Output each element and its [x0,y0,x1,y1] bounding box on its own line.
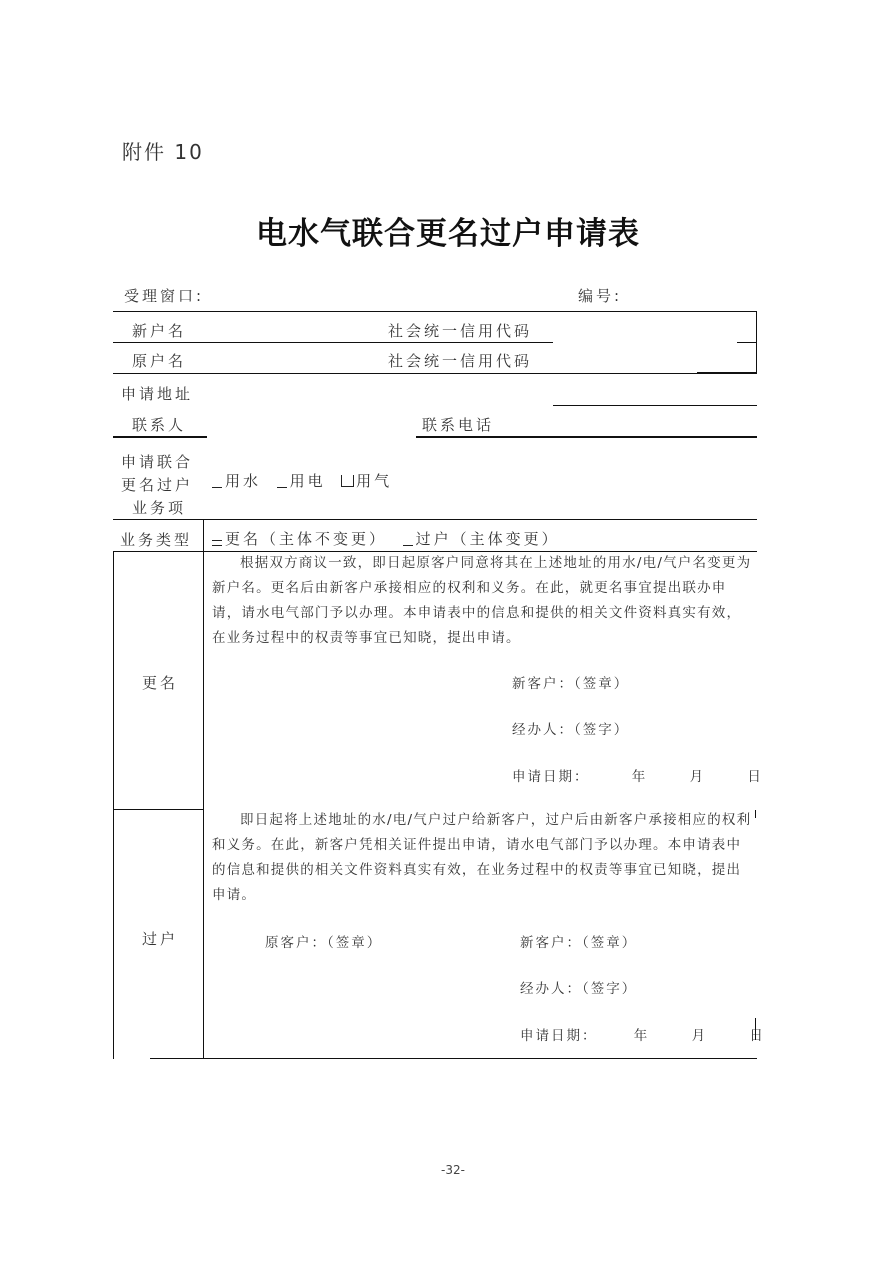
electric-option-label: 用电 [289,472,326,490]
rename-new-customer-signature[interactable]: 新客户：（签章） [512,676,630,692]
number-label: 编号: [578,287,623,305]
divider [150,1058,757,1059]
divider [755,810,756,818]
checkbox-icon [341,475,354,487]
checkbox-icon [212,540,222,546]
rename-checkbox[interactable] [212,530,387,548]
contact-label: 联系人 [132,416,187,434]
divider [113,436,207,438]
old-name-label: 原户名 [132,352,187,370]
service-options [212,470,392,491]
services-label-line-2: 更名过户 [121,476,194,494]
gas-checkbox[interactable] [341,472,392,490]
divider [553,405,757,406]
divider [113,373,713,374]
date-label: 申请日期： [520,1028,598,1044]
transfer-date[interactable] [520,1024,765,1044]
day-label: 日 [749,1028,765,1044]
phone-label: 联系电话 [422,416,495,434]
divider [113,519,757,520]
new-name-input[interactable] [200,316,380,340]
rename-date[interactable] [512,765,763,785]
services-label-line-3: 业务项 [132,499,187,517]
divider [113,311,757,312]
gas-option-label: 用气 [356,472,393,490]
page-title: 电水气联合更名过户申请表 [256,216,640,252]
transfer-old-customer-signature[interactable]: 原客户：（签章） [265,935,383,951]
transfer-new-customer-signature[interactable]: 新客户：（签章） [520,935,638,951]
services-label-line-1: 申请联合 [121,453,194,471]
divider [737,342,757,343]
year-label: 年 [633,1028,650,1044]
address-label: 申请地址 [121,385,194,403]
checkbox-icon [212,487,222,488]
divider [755,1018,756,1040]
divider [203,519,204,1059]
divider [113,551,114,1059]
divider [416,436,757,438]
divider [113,342,553,343]
day-label: 日 [747,769,763,785]
transfer-checkbox[interactable] [403,530,560,548]
water-checkbox[interactable] [212,472,261,490]
transfer-label: 过户 [142,930,179,948]
rename-paragraph: 根据双方商议一致，即日起原客户同意将其在上述地址的用水/电/气户名变更为新户名。更名后由新客户承接相应的权利和义务。在此，就更名事宜提出联办申请，请水电气部门予以办理。本申请表中的信息和提供的相关文件资料真实有效，在业务过程中的权责等事宜已知晓，提出申请。 [212,555,752,646]
water-option-label: 用水 [225,472,262,490]
contact-input[interactable] [210,410,410,434]
address-input[interactable] [200,380,750,404]
business-type-label: 业务类型 [120,531,193,549]
old-credit-code-input[interactable] [555,346,735,370]
transfer-paragraph: 即日起将上述地址的水/电/气户过户给新客户，过户后由新客户承接相应的权利和义务。在此，新客户凭相关证件提出申请，请水电气部门予以办理。本申请表中的信息和提供的相关文件资料真实有效，在业务过程中的权责等事宜已知晓，提出申请。 [212,812,752,903]
page-number: -32- [441,1163,465,1177]
year-label: 年 [631,769,648,785]
old-name-input[interactable] [200,346,380,370]
new-credit-code-label: 社会统一信用代码 [388,322,533,340]
divider [113,809,203,810]
rename-label: 更名 [142,674,179,692]
new-credit-code-input[interactable] [555,316,735,340]
rename-handler-signature[interactable]: 经办人：（签字） [512,722,630,738]
transfer-handler-signature[interactable]: 经办人：（签字） [520,981,638,997]
month-label: 月 [691,1028,708,1044]
phone-input[interactable] [510,410,750,434]
electric-checkbox[interactable] [277,472,326,490]
new-name-label: 新户名 [132,322,187,340]
checkbox-icon [277,487,287,488]
rename-option-label: 更名（主体不变更） [225,530,388,548]
transfer-option-label: 过户（主体变更） [415,530,560,548]
business-type-options [212,528,560,549]
divider [697,372,757,374]
month-label: 月 [689,769,706,785]
checkbox-icon [403,545,413,546]
date-label: 申请日期： [512,769,590,785]
attachment-label: 附件 10 [122,140,204,164]
window-label: 受理窗口: [124,287,205,305]
old-credit-code-label: 社会统一信用代码 [388,352,533,370]
